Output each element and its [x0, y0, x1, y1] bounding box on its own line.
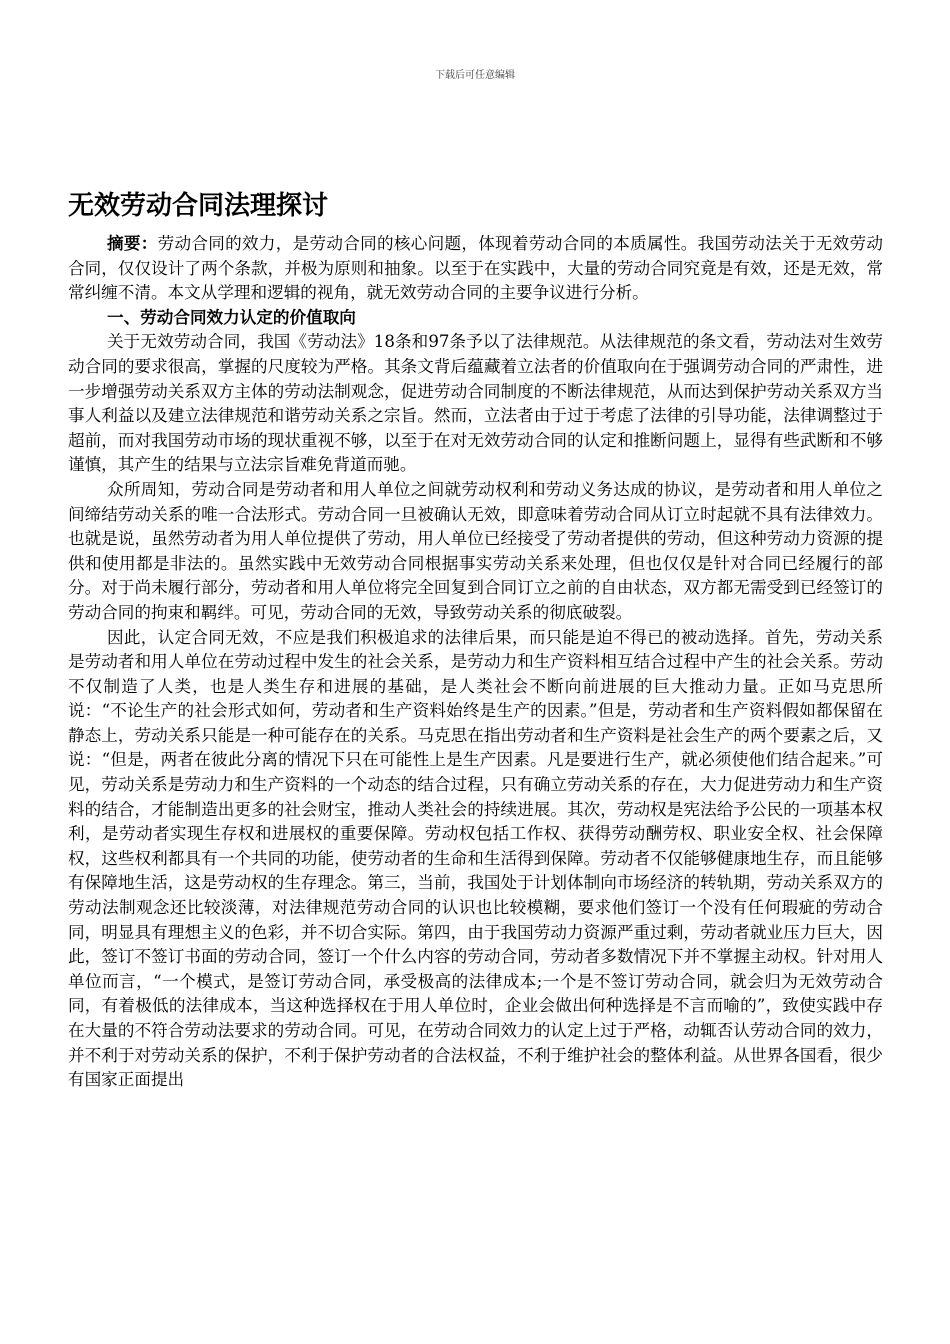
body-paragraph: 关于无效劳动合同，我国《劳动法》18条和97条予以了法律规范。从法律规范的条文看，劳动法对生效劳动合同的要求很高，掌握的尺度较为严格。其条文背后蕴藏着立法者的价值取向在于强调劳动合同的严肃性，进一步增强劳动关系双方主体的劳动法制观念，促进劳动合同制度的不断法律规范，从而达到保护劳动关系双方当事人利益以及建立法律规范和谐劳动关系之宗旨。然而，立法者由于过于考虑了法律的引导功能，法律调整过于超前，而对我国劳动市场的现状重视不够，以至于在对无效劳动合同的认定和推断问题上，显得有些武断和不够谨慎，其产生的结果与立法宗旨难免背道而驰。	[68, 332, 883, 475]
header-note: 下载后可任意编辑	[435, 70, 515, 81]
document-title: 无效劳动合同法理探讨	[68, 191, 329, 221]
abstract-paragraph	[68, 232, 883, 306]
section-heading: 一、劳动合同效力认定的价值取向	[107, 307, 356, 327]
abstract-label: 摘要：	[107, 234, 158, 253]
abstract-text: 劳动合同的效力，是劳动合同的核心问题，体现着劳动合同的本质属性。我国劳动法关于无效劳动合同，仅仅设计了两个条款，并极为原则和抽象。以至于在实践中，大量的劳动合同究竟是有效，还是无效，常常纠缠不清。本文从学理和逻辑的视角，就无效劳动合同的主要争议进行分析。	[68, 234, 884, 303]
document-body	[68, 232, 883, 1093]
body-paragraph: 因此，认定合同无效，不应是我们积极追求的法律后果，而只能是迫不得已的被动选择。首先，劳动关系是劳动者和用人单位在劳动过程中发生的社会关系，是劳动力和生产资料相互结合过程中产生的社会关系。劳动不仅制造了人类，也是人类生存和进展的基础，是人类社会不断向前进展的巨大推动力量。正如马克思所说：“不论生产的社会形式如何，劳动者和生产资料始终是生产的因素。”但是，劳动者和生产资料假如都保留在静态上，劳动关系只能是一种可能存在的关系。马克思在指出劳动者和生产资料是社会生产的两个要素之后，又说：“但是，两者在彼此分离的情况下只在可能性上是生产因素。凡是要进行生产，就必须使他们结合起来。”可见，劳动关系是劳动力和生产资料的一个动态的结合过程，只有确立劳动关系的存在，大力促进劳动力和生产资料的结合，才能制造出更多的社会财宝，推动人类社会的持续进展。其次，劳动权是宪法给予公民的一项基本权利，是劳动者实现生存权和进展权的重要保障。劳动权包括工作权、获得劳动酬劳权、职业安全权、社会保障权，这些权利都具有一个共同的功能，使劳动者的生命和生活得到保障。劳动者不仅能够健康地生存，而且能够有保障地生活，这是劳动权的生存理念。第三，当前，我国处于计划体制向市场经济的转轨期，劳动关系双方的劳动法制观念还比较淡薄，对法律规范劳动合同的认识也比较模糊，要求他们签订一个没有任何瑕疵的劳动合同，明显具有理想主义的色彩，并不切合实际。第四，由于我国劳动力资源严重过剩，劳动者就业压力巨大，因此，签订不签订书面的劳动合同，签订一个什么内容的劳动合同，劳动者多数情况下并不掌握主动权。针对用人单位而言，“一个模式，是签订劳动合同，承受极高的法律成本;一个是不签订劳动合同，就会归为无效劳动合同，有着极低的法律成本，当这种选择权在于用人单位时，企业会做出何种选择是不言而喻的”，致使实践中存在大量的不符合劳动法要求的劳动合同。可见，在劳动合同效力的认定上过于严格，动辄否认劳动合同的效力，并不利于对劳动关系的保护，不利于保护劳动者的合法权益，不利于维护社会的整体利益。从世界各国看，很少有国家正面提出	[68, 627, 883, 1090]
body-paragraph: 众所周知，劳动合同是劳动者和用人单位之间就劳动权利和劳动义务达成的协议，是劳动者和用人单位之间缔结劳动关系的唯一合法形式。劳动合同一旦被确认无效，即意味着劳动合同从订立时起就不具有法律效力。也就是说，虽然劳动者为用人单位提供了劳动，用人单位已经接受了劳动者提供的劳动，但这种劳动力资源的提供和使用都是非法的。虽然实践中无效劳动合同根据事实劳动关系来处理，但也仅仅是针对合同已经履行的部分。对于尚未履行部分，劳动者和用人单位将完全回复到合同订立之前的自由状态，双方都无需受到已经签订的劳动合同的拘束和羁绊。可见，劳动合同的无效，导致劳动关系的彻底破裂。	[68, 479, 883, 622]
